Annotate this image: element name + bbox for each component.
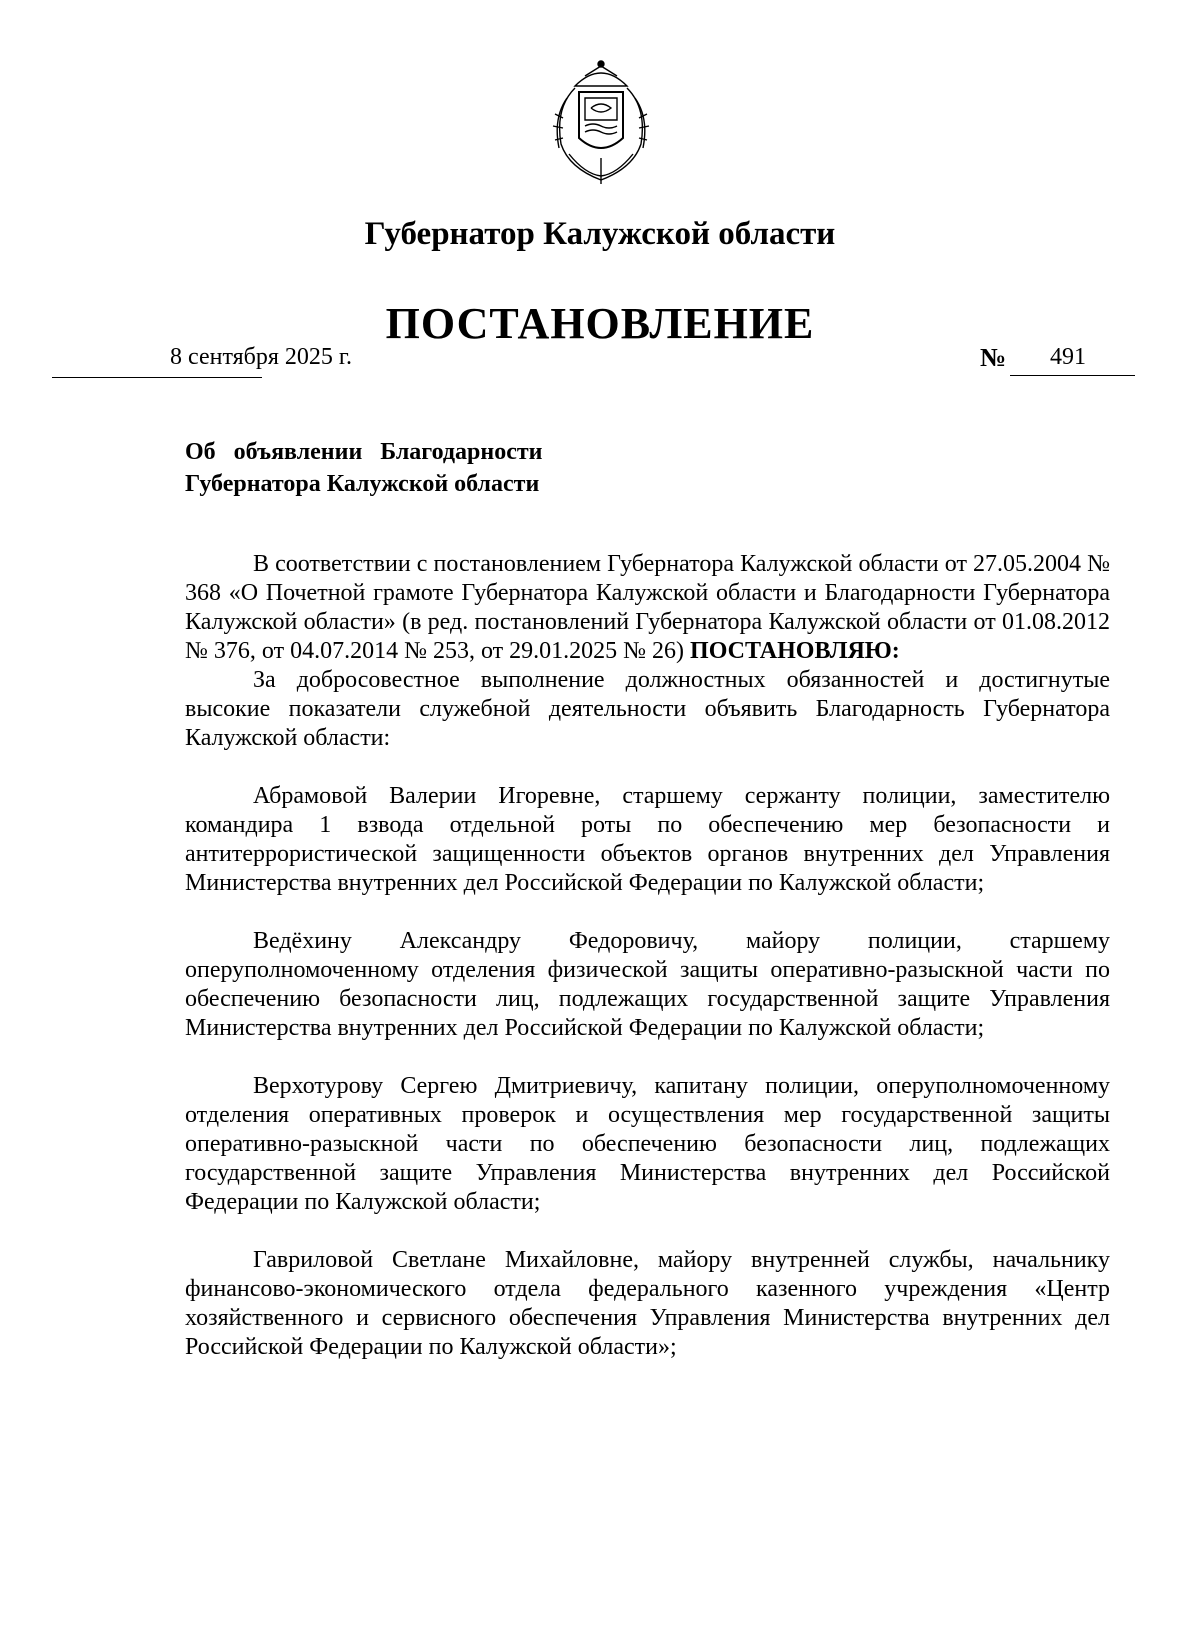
number-underline xyxy=(1010,375,1135,376)
coat-of-arms-icon xyxy=(545,58,657,186)
intro-paragraph xyxy=(185,550,1110,666)
awardee-paragraph: Гавриловой Светлане Михайловне, майору внутренней службы, начальнику финансово-экономического отдела федерального казенного учреждения «Центр хозяйственного и сервисного обеспечения Управления Министерства внутренних дел Российской Федерации по Калужской области»; xyxy=(185,1247,1110,1360)
document-type-title: ПОСТАНОВЛЕНИЕ xyxy=(385,299,815,348)
document-subject xyxy=(185,436,543,500)
document-number: 491 xyxy=(1050,344,1086,370)
issuing-authority: Губернатор Калужской области xyxy=(364,216,836,252)
subject-line-1: Об объявлении Благодарности xyxy=(185,439,543,465)
awardee-paragraph: Абрамовой Валерии Игоревне, старшему сержанту полиции, заместителю командира 1 взвода отдельной роты по обеспечению мер безопасности и антитеррористической защищенности объектов органов внутренних дел Управления Министерства внутренних дел Российской Федерации по Калужской области; xyxy=(185,783,1110,896)
decree-word: ПОСТАНОВЛЯЮ: xyxy=(690,638,900,664)
document-body xyxy=(185,550,1110,1362)
resolution-paragraph: За добросовестное выполнение должностных обязанностей и достигнутые высокие показатели служебной деятельности объявить Благодарность Губернатора Калужской области: xyxy=(185,667,1110,751)
subject-line-2: Губернатора Калужской области xyxy=(185,471,540,497)
intro-text: В соответствии с постановлением Губернатора Калужской области от 27.05.2004 № 368 «О Почетной грамоте Губернатора Калужской области и Благодарности Губернатора Калужской области» (в ред. постановлений Губернатора Калужской области от 01.08.2012 № 376, от 04.07.2014 № 253, от 29.01.2025 № 26) xyxy=(185,551,1110,664)
number-sign: № xyxy=(980,343,1007,372)
awardee-paragraph: Верхотурову Сергею Дмитриевичу, капитану полиции, оперуполномоченному отделения оперативных проверок и осуществления мер государственной защиты оперативно-разыскной части по обеспечению безопасности лиц, подлежащих государственной защите Управления Министерства внутренних дел Российской Федерации по Калужской области; xyxy=(185,1073,1110,1215)
awardee-paragraph: Ведёхину Александру Федоровичу, майору полиции, старшему оперуполномоченному отделения физической защиты оперативно-разыскной части по обеспечению безопасности лиц, подлежащих государственной защите Управления Министерства внутренних дел Российской Федерации по Калужской области; xyxy=(185,928,1110,1041)
document-date: 8 сентября 2025 г. xyxy=(170,344,353,370)
